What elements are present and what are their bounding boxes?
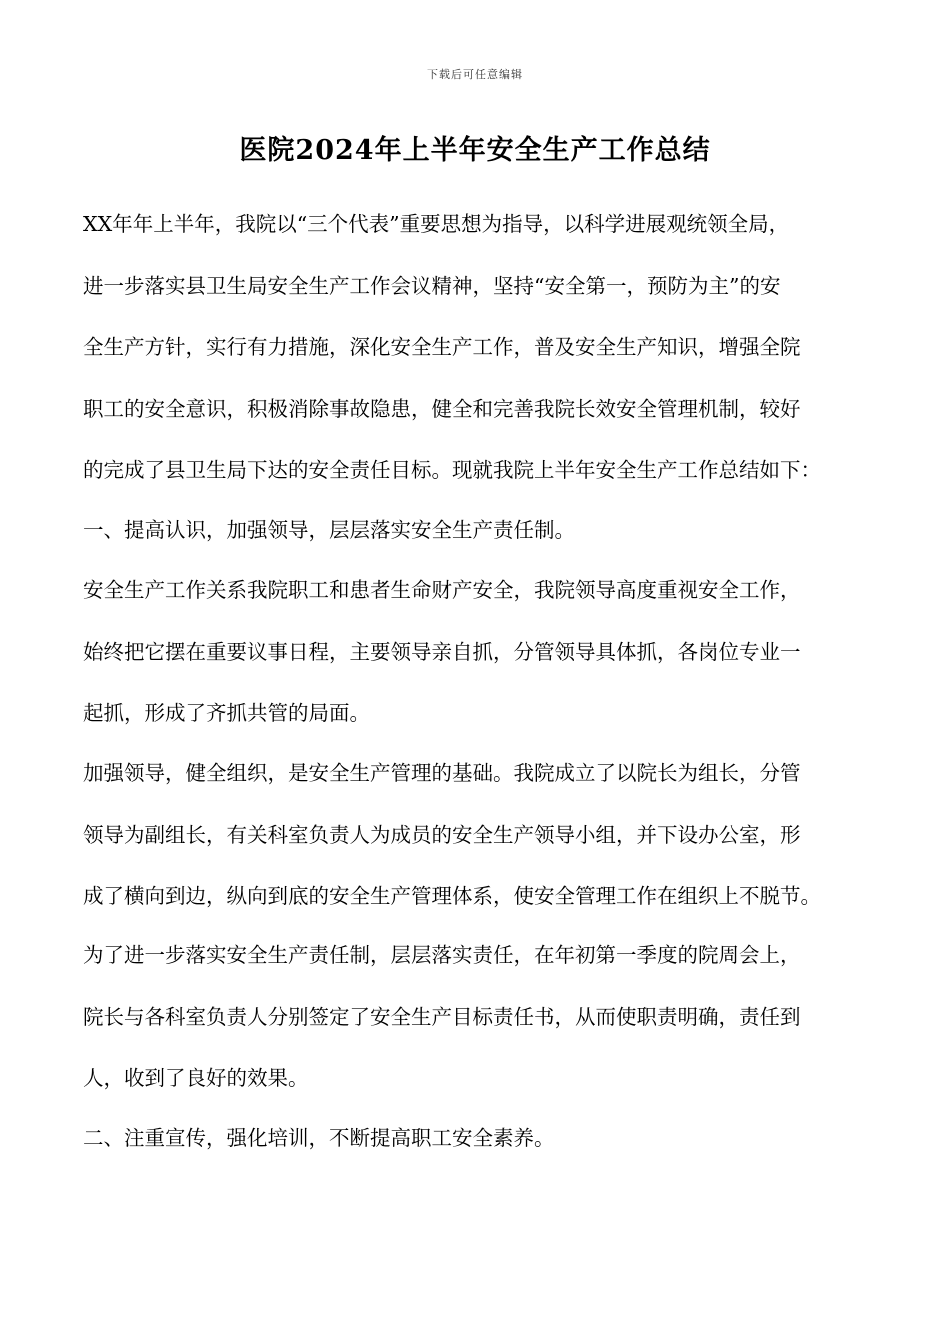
body-line: 全生产方针，实行有力措施，深化安全生产工作，普及安全生产知识，增强全院 [83, 335, 801, 359]
body-line: XX年年上半年，我院以“三个代表”重要思想为指导，以科学进展观统领全局， [83, 212, 790, 236]
body-line: 职工的安全意识，积极消除事故隐患，健全和完善我院长效安全管理机制，较好 [83, 396, 801, 421]
body-line: 为了进一步落实安全生产责任制，层层落实责任，在年初第一季度的院周会上， [83, 943, 801, 967]
body-line: 人，收到了良好的效果。 [83, 1066, 309, 1090]
body-line: 安全生产工作关系我院职工和患者生命财产安全，我院领导高度重视安全工作， [83, 578, 801, 602]
section-heading-2: 二、注重宣传，强化培训，不断提高职工安全素养。 [83, 1126, 555, 1150]
body-line: 加强领导，健全组织，是安全生产管理的基础。我院成立了以院长为组长，分管 [83, 761, 801, 785]
document-body [83, 214, 873, 1190]
body-line: 成了横向到边，纵向到底的安全生产管理体系，使安全管理工作在组织上不脱节。 [83, 884, 821, 908]
body-line: 起抓，形成了齐抓共管的局面。 [83, 701, 370, 725]
body-line: 的完成了县卫生局下达的安全责任目标。现就我院上半年安全生产工作总结如下： [83, 458, 821, 482]
body-line: 院长与各科室负责人分别签定了安全生产目标责任书，从而使职责明确，责任到 [83, 1004, 801, 1029]
body-line: 领导为副组长，有关科室负责人为成员的安全生产领导小组，并下设办公室，形 [83, 822, 801, 847]
body-line: 进一步落实县卫生局安全生产工作会议精神，坚持“安全第一，预防为主”的安 [83, 273, 781, 298]
document-title: 医院2024年上半年安全生产工作总结 [239, 135, 711, 166]
body-line: 始终把它摆在重要议事日程，主要领导亲自抓，分管领导具体抓，各岗位专业一 [83, 639, 801, 664]
header-note: 下载后可任意编辑 [427, 68, 523, 81]
section-heading-1: 一、提高认识，加强领导，层层落实安全生产责任制。 [83, 518, 575, 542]
